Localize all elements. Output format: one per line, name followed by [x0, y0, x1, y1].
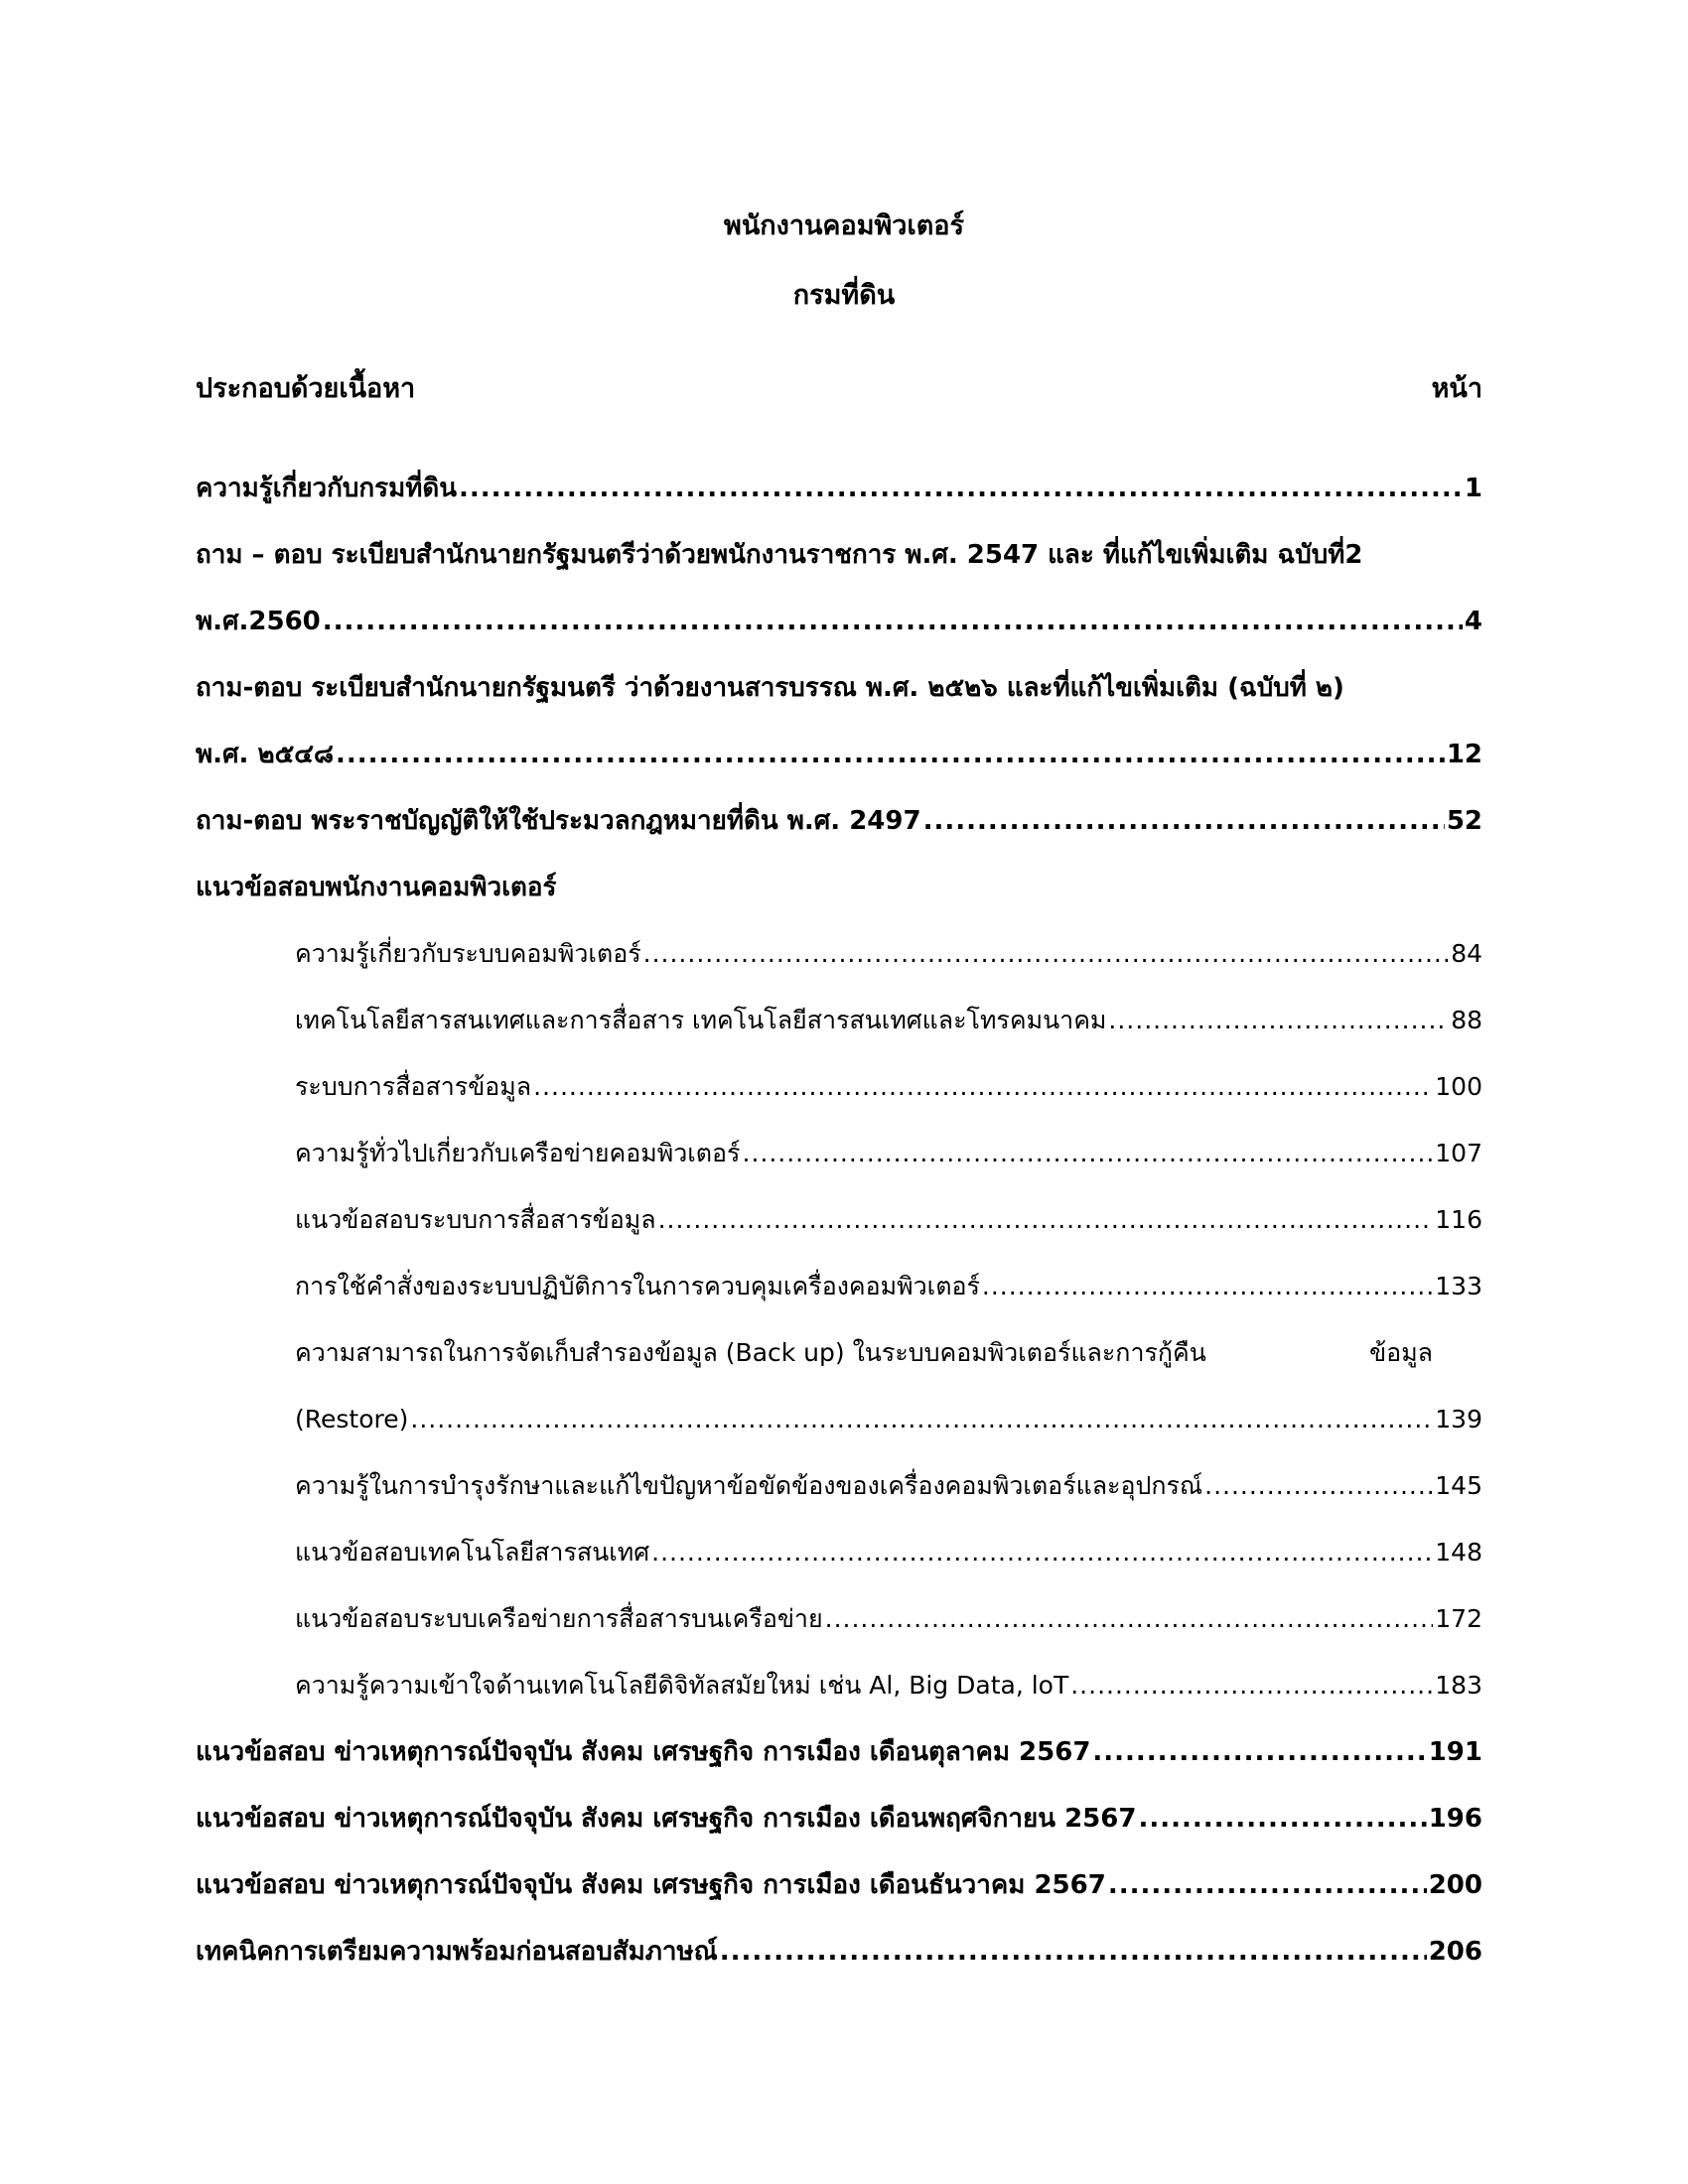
toc-entry-page: 172 [1435, 1604, 1482, 1633]
toc-subentry [196, 1053, 1482, 1120]
toc-entry-page: 148 [1435, 1538, 1482, 1567]
toc-entry [196, 787, 1482, 854]
toc-entry-page: 139 [1435, 1405, 1482, 1433]
toc-leader-dots [743, 1139, 1434, 1167]
toc-entry-label: แนวข้อสอบ ข่าวเหตุการณ์ปัจจุบัน สังคม เศรษฐกิจ การเมือง เดือนตุลาคม 2567 [196, 1737, 1091, 1767]
toc-subentry [196, 1585, 1482, 1652]
toc-subentry [196, 987, 1482, 1053]
toc-entry-label: ถาม-ตอบ พระราชบัญญัติให้ใช้ประมวลกฎหมายที่ดิน พ.ศ. 2497 [196, 806, 921, 836]
toc-entry-page: 12 [1446, 739, 1482, 769]
toc-entry-label: แนวข้อสอบระบบการสื่อสารข้อมูล [295, 1204, 656, 1234]
toc-entry [196, 1918, 1482, 1984]
toc-entry-label: ถาม-ตอบ ระเบียบสำนักนายกรัฐมนตรี ว่าด้วยงานสารบรรณ พ.ศ. ๒๕๒๖ และที่แก้ไขเพิ่มเติม (ฉบับที่ ๒) [196, 673, 1344, 703]
toc-entry-label: การใช้คำสั่งของระบบปฏิบัติการในการควบคุมเครื่องคอมพิวเตอร์ [295, 1271, 980, 1300]
toc-entry-label: ความรู้เกี่ยวกับกรมที่ดิน [196, 474, 458, 503]
toc-leader-dots [825, 1604, 1434, 1633]
toc-entry-label: เทคโนโลยีสารสนเทศและการสื่อสาร เทคโนโลยีสารสนเทศและโทรคมนาคม [295, 1005, 1107, 1034]
toc-entry-label: พ.ศ. ๒๕๔๘ [196, 740, 335, 769]
toc-entry [196, 1785, 1482, 1851]
toc-entry-continuation: ข้อมูล [1369, 1337, 1433, 1367]
toc-entry [196, 588, 1482, 654]
toc-entry-label: แนวข้อสอบพนักงานคอมพิวเตอร์ [196, 873, 557, 902]
toc-entry [196, 521, 1482, 588]
toc-entry-page: 206 [1428, 1936, 1482, 1967]
toc-entry-page: 116 [1435, 1205, 1482, 1234]
toc-entry-label: แนวข้อสอบ ข่าวเหตุการณ์ปัจจุบัน สังคม เศรษฐกิจ การเมือง เดือนธันวาคม 2567 [196, 1870, 1106, 1900]
toc-entry [196, 1851, 1482, 1918]
toc-entry-page: 183 [1435, 1671, 1482, 1700]
toc-entry-label: ระบบการสื่อสารข้อมูล [295, 1071, 532, 1101]
toc-leader-dots [658, 1205, 1434, 1234]
toc-subentry [196, 920, 1482, 987]
toc-subentry [196, 1186, 1482, 1253]
toc-leader-dots [1108, 1870, 1427, 1900]
toc-subentry [196, 1652, 1482, 1718]
contents-label: ประกอบด้วยเนื้อหา [196, 373, 416, 404]
toc-entry-label: ความรู้เกี่ยวกับระบบคอมพิวเตอร์ [295, 938, 641, 968]
toc-leader-dots [459, 474, 1463, 503]
toc-entry-page: 88 [1451, 1006, 1482, 1034]
toc-entry-page: 1 [1464, 473, 1482, 503]
toc-entry-page: 52 [1446, 805, 1482, 836]
toc-entry-label: แนวข้อสอบระบบเครือข่ายการสื่อสารบนเครือข่าย [295, 1603, 823, 1633]
toc-leader-dots [643, 939, 1450, 968]
toc-leader-dots [533, 1072, 1433, 1101]
toc-leader-dots [720, 1937, 1427, 1967]
document-title: พนักงานคอมพิวเตอร์ [724, 210, 964, 241]
toc-entry-label: (Restore) [295, 1405, 409, 1433]
toc-subentry [196, 1452, 1482, 1519]
toc-leader-dots [1070, 1671, 1433, 1700]
toc-subentry [196, 1253, 1482, 1319]
toc-leader-dots [1138, 1804, 1426, 1834]
toc-entry-page: 133 [1435, 1272, 1482, 1300]
document-subtitle: กรมที่ดิน [792, 280, 896, 311]
toc-entry-page: 191 [1428, 1736, 1482, 1767]
toc-entry [196, 721, 1482, 787]
toc-entry-label: เทคนิคการเตรียมความพร้อมก่อนสอบสัมภาษณ์ [196, 1937, 718, 1967]
toc-leader-dots [1204, 1471, 1433, 1500]
toc-subentry [196, 1519, 1482, 1585]
toc-leader-dots [336, 740, 1445, 769]
toc-entry-label: พ.ศ.2560 [196, 607, 321, 636]
toc-entry-label: ถาม – ตอบ ระเบียบสำนักนายกรัฐมนตรีว่าด้วยพนักงานราชการ พ.ศ. 2547 และ ที่แก้ไขเพิ่มเติม ฉบับที่2 [196, 540, 1363, 570]
toc-entry [196, 654, 1482, 721]
toc-entry [196, 1718, 1482, 1785]
toc-entry-label: แนวข้อสอบ ข่าวเหตุการณ์ปัจจุบัน สังคม เศรษฐกิจ การเมือง เดือนพฤศจิกายน 2567 [196, 1804, 1137, 1834]
toc-leader-dots [323, 607, 1463, 636]
toc-entry-page: 196 [1428, 1803, 1482, 1834]
toc-entry-label: ความรู้ในการบำรุงรักษาและแก้ไขปัญหาข้อขัดข้องของเครื่องคอมพิวเตอร์และอุปกรณ์ [295, 1470, 1203, 1500]
toc-entry [196, 455, 1482, 521]
toc-entry-page: 145 [1435, 1471, 1482, 1500]
toc-header [196, 369, 1482, 409]
toc-entry-page: 200 [1428, 1869, 1482, 1900]
toc-leader-dots [982, 1272, 1433, 1300]
page-column-label: หน้า [1431, 373, 1482, 404]
toc-leader-dots [651, 1538, 1433, 1567]
toc-leader-dots [410, 1405, 1433, 1433]
toc-entry-label: ความสามารถในการจัดเก็บสำรองข้อมูล (Back up) ในระบบคอมพิวเตอร์และการกู้คืน [295, 1337, 1206, 1367]
toc-subentry [196, 1386, 1482, 1452]
toc-leader-dots [923, 806, 1445, 836]
toc-entry-page: 107 [1435, 1139, 1482, 1167]
toc-entry-label: แนวข้อสอบเทคโนโลยีสารสนเทศ [295, 1537, 650, 1567]
toc-subentry [196, 1319, 1482, 1386]
toc-entry-label: ความรู้ทั่วไปเกี่ยวกับเครือข่ายคอมพิวเตอร์ [295, 1138, 741, 1167]
toc-entry-page: 4 [1464, 606, 1482, 636]
toc-entry-page: 100 [1435, 1072, 1482, 1101]
toc-entry-page: 84 [1451, 939, 1482, 968]
toc-subentry [196, 1120, 1482, 1186]
toc-section-heading [196, 854, 1482, 920]
toc-leader-dots [1092, 1737, 1426, 1767]
table-of-contents [196, 455, 1482, 1984]
toc-leader-dots [1108, 1006, 1449, 1034]
toc-entry-label: ความรู้ความเข้าใจด้านเทคโนโลยีดิจิทัลสมัยใหม่ เช่น Al, Big Data, loT [295, 1670, 1069, 1700]
